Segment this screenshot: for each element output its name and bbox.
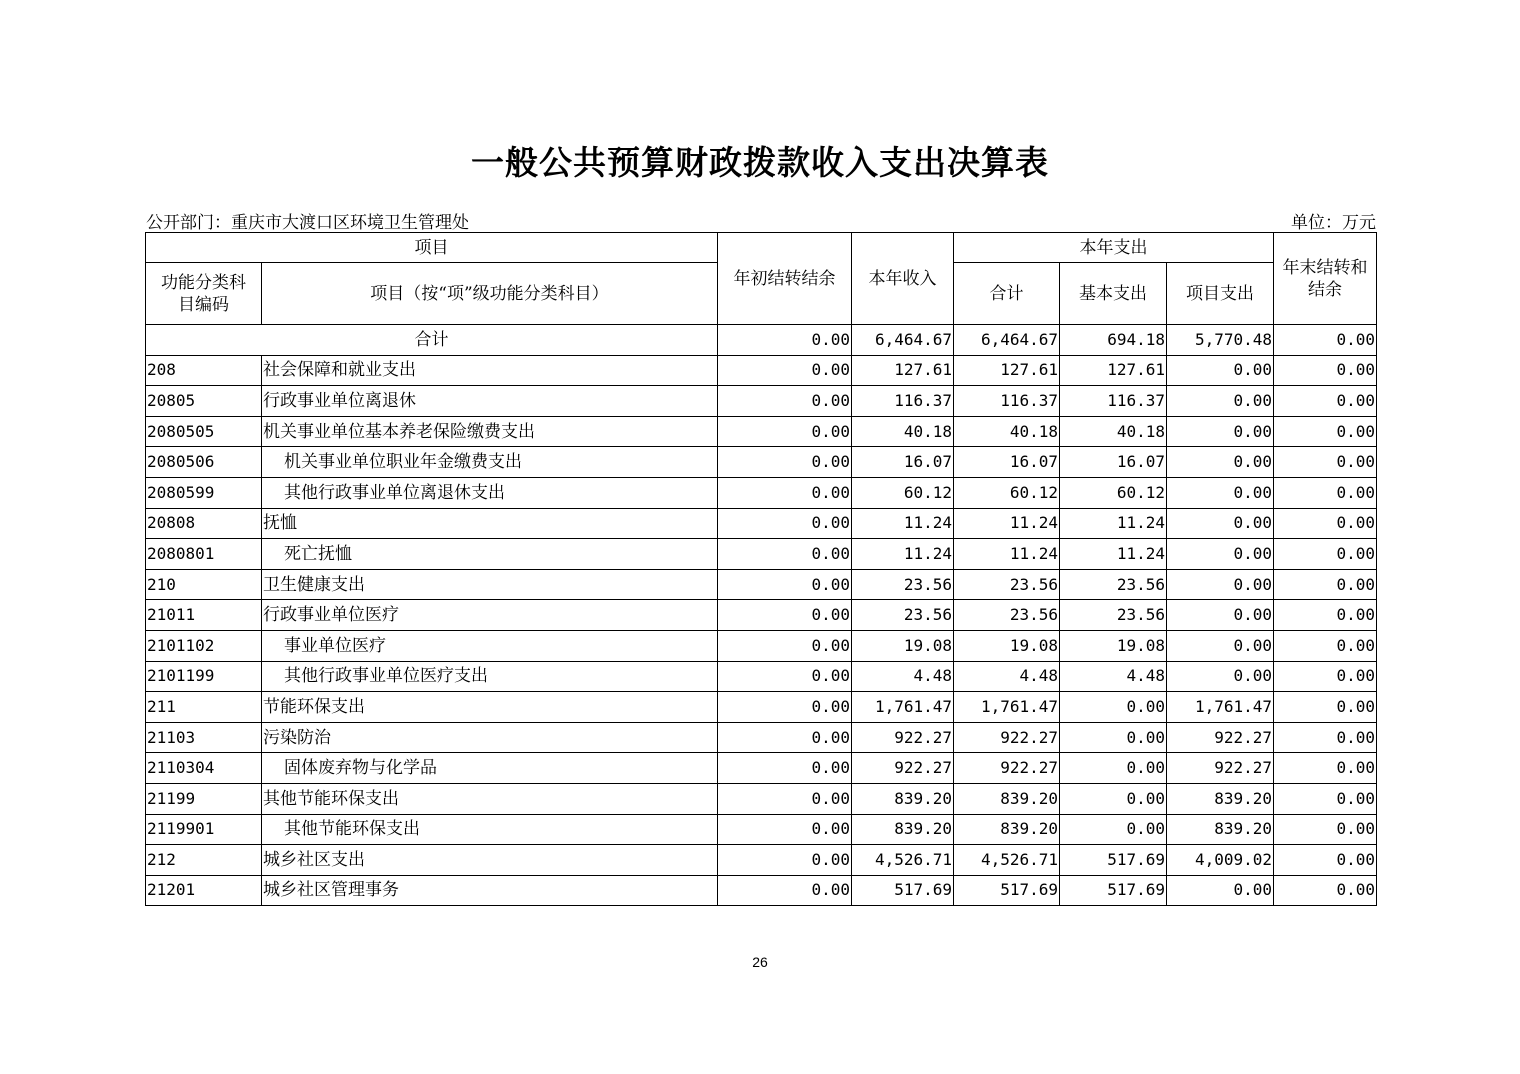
cell-code: 210 <box>146 569 262 600</box>
cell-name: 机关事业单位基本养老保险缴费支出 <box>262 416 718 447</box>
cell-closing: 0.00 <box>1274 814 1377 845</box>
cell-project: 0.00 <box>1167 630 1274 661</box>
cell-expense-total: 23.56 <box>954 569 1060 600</box>
cell-expense-total: 4,526.71 <box>954 845 1060 876</box>
cell-code: 2101102 <box>146 630 262 661</box>
total-opening: 0.00 <box>718 325 852 356</box>
table-row <box>146 600 1377 631</box>
cell-name: 死亡抚恤 <box>262 539 718 570</box>
cell-closing: 0.00 <box>1274 692 1377 723</box>
total-project: 5,770.48 <box>1167 325 1274 356</box>
table-row <box>146 508 1377 539</box>
cell-expense-total: 839.20 <box>954 783 1060 814</box>
cell-income: 40.18 <box>852 416 954 447</box>
table-row <box>146 692 1377 723</box>
table-row <box>146 783 1377 814</box>
cell-expense-total: 517.69 <box>954 875 1060 906</box>
cell-name: 其他行政事业单位医疗支出 <box>262 661 718 692</box>
cell-expense-total: 60.12 <box>954 477 1060 508</box>
cell-opening: 0.00 <box>718 386 852 417</box>
cell-basic: 0.00 <box>1060 814 1167 845</box>
table-row <box>146 661 1377 692</box>
cell-basic: 11.24 <box>1060 539 1167 570</box>
cell-code: 20808 <box>146 508 262 539</box>
header-closing-balance: 年末结转和结余 <box>1274 233 1377 325</box>
unit-label: 单位：万元 <box>1291 213 1376 233</box>
cell-opening: 0.00 <box>718 722 852 753</box>
cell-code: 21103 <box>146 722 262 753</box>
cell-income: 60.12 <box>852 477 954 508</box>
cell-expense-total: 16.07 <box>954 447 1060 478</box>
header-basic: 基本支出 <box>1060 263 1167 325</box>
cell-basic: 23.56 <box>1060 600 1167 631</box>
cell-project: 0.00 <box>1167 600 1274 631</box>
table-row <box>146 753 1377 784</box>
cell-basic: 60.12 <box>1060 477 1167 508</box>
cell-project: 0.00 <box>1167 416 1274 447</box>
cell-income: 23.56 <box>852 600 954 631</box>
cell-opening: 0.00 <box>718 508 852 539</box>
header-project: 项目 <box>146 233 718 263</box>
cell-name: 城乡社区支出 <box>262 845 718 876</box>
cell-opening: 0.00 <box>718 355 852 386</box>
cell-expense-total: 11.24 <box>954 539 1060 570</box>
cell-closing: 0.00 <box>1274 355 1377 386</box>
cell-name: 污染防治 <box>262 722 718 753</box>
cell-project: 0.00 <box>1167 661 1274 692</box>
cell-opening: 0.00 <box>718 569 852 600</box>
cell-opening: 0.00 <box>718 447 852 478</box>
cell-income: 19.08 <box>852 630 954 661</box>
cell-expense-total: 1,761.47 <box>954 692 1060 723</box>
cell-closing: 0.00 <box>1274 661 1377 692</box>
cell-name: 社会保障和就业支出 <box>262 355 718 386</box>
total-closing: 0.00 <box>1274 325 1377 356</box>
cell-income: 11.24 <box>852 508 954 539</box>
table-row <box>146 447 1377 478</box>
cell-income: 11.24 <box>852 539 954 570</box>
cell-code: 2080599 <box>146 477 262 508</box>
cell-opening: 0.00 <box>718 814 852 845</box>
cell-income: 839.20 <box>852 814 954 845</box>
table-row <box>146 630 1377 661</box>
cell-expense-total: 922.27 <box>954 722 1060 753</box>
cell-expense-total: 839.20 <box>954 814 1060 845</box>
total-row <box>146 325 1377 356</box>
cell-code: 2080801 <box>146 539 262 570</box>
cell-project: 0.00 <box>1167 355 1274 386</box>
cell-basic: 4.48 <box>1060 661 1167 692</box>
header-expense-total: 合计 <box>954 263 1060 325</box>
header-income: 本年收入 <box>852 233 954 325</box>
cell-code: 2080505 <box>146 416 262 447</box>
cell-income: 16.07 <box>852 447 954 478</box>
cell-project: 0.00 <box>1167 447 1274 478</box>
table-row <box>146 722 1377 753</box>
cell-code: 20805 <box>146 386 262 417</box>
cell-closing: 0.00 <box>1274 630 1377 661</box>
cell-income: 1,761.47 <box>852 692 954 723</box>
cell-basic: 0.00 <box>1060 753 1167 784</box>
cell-closing: 0.00 <box>1274 569 1377 600</box>
budget-table <box>145 232 1377 906</box>
cell-code: 212 <box>146 845 262 876</box>
table-row <box>146 845 1377 876</box>
table-row <box>146 814 1377 845</box>
cell-project: 4,009.02 <box>1167 845 1274 876</box>
cell-opening: 0.00 <box>718 692 852 723</box>
cell-code: 2080506 <box>146 447 262 478</box>
cell-closing: 0.00 <box>1274 416 1377 447</box>
table-row <box>146 875 1377 906</box>
cell-code: 2119901 <box>146 814 262 845</box>
cell-basic: 116.37 <box>1060 386 1167 417</box>
header-name: 项目（按“项”级功能分类科目） <box>262 263 718 325</box>
cell-name: 行政事业单位离退休 <box>262 386 718 417</box>
cell-basic: 16.07 <box>1060 447 1167 478</box>
cell-closing: 0.00 <box>1274 722 1377 753</box>
header-project-expense: 项目支出 <box>1167 263 1274 325</box>
cell-income: 4.48 <box>852 661 954 692</box>
cell-name: 机关事业单位职业年金缴费支出 <box>262 447 718 478</box>
page-title: 一般公共预算财政拨款收入支出决算表 <box>471 143 1049 182</box>
cell-opening: 0.00 <box>718 661 852 692</box>
cell-expense-total: 4.48 <box>954 661 1060 692</box>
cell-income: 922.27 <box>852 753 954 784</box>
department-label: 公开部门：重庆市大渡口区环境卫生管理处 <box>146 213 469 233</box>
cell-project: 0.00 <box>1167 569 1274 600</box>
cell-code: 21011 <box>146 600 262 631</box>
total-expense: 6,464.67 <box>954 325 1060 356</box>
cell-income: 517.69 <box>852 875 954 906</box>
cell-name: 其他节能环保支出 <box>262 783 718 814</box>
cell-name: 其他行政事业单位离退休支出 <box>262 477 718 508</box>
cell-basic: 517.69 <box>1060 845 1167 876</box>
total-label: 合计 <box>146 325 718 356</box>
cell-name: 事业单位医疗 <box>262 630 718 661</box>
cell-basic: 0.00 <box>1060 783 1167 814</box>
cell-opening: 0.00 <box>718 539 852 570</box>
cell-name: 行政事业单位医疗 <box>262 600 718 631</box>
cell-project: 0.00 <box>1167 477 1274 508</box>
cell-name: 节能环保支出 <box>262 692 718 723</box>
cell-name: 城乡社区管理事务 <box>262 875 718 906</box>
cell-project: 839.20 <box>1167 814 1274 845</box>
cell-basic: 23.56 <box>1060 569 1167 600</box>
cell-closing: 0.00 <box>1274 783 1377 814</box>
cell-expense-total: 23.56 <box>954 600 1060 631</box>
cell-closing: 0.00 <box>1274 845 1377 876</box>
cell-expense-total: 922.27 <box>954 753 1060 784</box>
cell-expense-total: 11.24 <box>954 508 1060 539</box>
cell-income: 922.27 <box>852 722 954 753</box>
cell-basic: 127.61 <box>1060 355 1167 386</box>
cell-expense-total: 19.08 <box>954 630 1060 661</box>
total-basic: 694.18 <box>1060 325 1167 356</box>
header-expense-group: 本年支出 <box>954 233 1274 263</box>
cell-income: 23.56 <box>852 569 954 600</box>
header-code: 功能分类科目编码 <box>146 263 262 325</box>
cell-closing: 0.00 <box>1274 386 1377 417</box>
cell-name: 抚恤 <box>262 508 718 539</box>
cell-basic: 0.00 <box>1060 692 1167 723</box>
cell-project: 0.00 <box>1167 386 1274 417</box>
cell-basic: 0.00 <box>1060 722 1167 753</box>
cell-name: 卫生健康支出 <box>262 569 718 600</box>
cell-project: 922.27 <box>1167 722 1274 753</box>
cell-basic: 40.18 <box>1060 416 1167 447</box>
cell-project: 0.00 <box>1167 508 1274 539</box>
table-row <box>146 386 1377 417</box>
cell-opening: 0.00 <box>718 477 852 508</box>
cell-closing: 0.00 <box>1274 447 1377 478</box>
cell-name: 固体废弃物与化学品 <box>262 753 718 784</box>
cell-income: 4,526.71 <box>852 845 954 876</box>
cell-expense-total: 40.18 <box>954 416 1060 447</box>
cell-project: 1,761.47 <box>1167 692 1274 723</box>
cell-opening: 0.00 <box>718 630 852 661</box>
header-opening-balance: 年初结转结余 <box>718 233 852 325</box>
cell-closing: 0.00 <box>1274 539 1377 570</box>
cell-basic: 517.69 <box>1060 875 1167 906</box>
cell-opening: 0.00 <box>718 783 852 814</box>
cell-opening: 0.00 <box>718 600 852 631</box>
cell-project: 922.27 <box>1167 753 1274 784</box>
cell-code: 211 <box>146 692 262 723</box>
cell-income: 839.20 <box>852 783 954 814</box>
cell-name: 其他节能环保支出 <box>262 814 718 845</box>
cell-code: 21201 <box>146 875 262 906</box>
cell-code: 21199 <box>146 783 262 814</box>
cell-closing: 0.00 <box>1274 753 1377 784</box>
cell-project: 0.00 <box>1167 875 1274 906</box>
cell-expense-total: 127.61 <box>954 355 1060 386</box>
cell-project: 0.00 <box>1167 539 1274 570</box>
cell-opening: 0.00 <box>718 753 852 784</box>
cell-basic: 19.08 <box>1060 630 1167 661</box>
cell-income: 116.37 <box>852 386 954 417</box>
cell-code: 208 <box>146 355 262 386</box>
cell-opening: 0.00 <box>718 416 852 447</box>
cell-closing: 0.00 <box>1274 875 1377 906</box>
cell-basic: 11.24 <box>1060 508 1167 539</box>
total-income: 6,464.67 <box>852 325 954 356</box>
table-row <box>146 569 1377 600</box>
cell-opening: 0.00 <box>718 875 852 906</box>
page-number: 26 <box>752 954 768 970</box>
table-row <box>146 539 1377 570</box>
table-row <box>146 416 1377 447</box>
cell-code: 2110304 <box>146 753 262 784</box>
cell-closing: 0.00 <box>1274 477 1377 508</box>
cell-income: 127.61 <box>852 355 954 386</box>
cell-code: 2101199 <box>146 661 262 692</box>
table-row <box>146 477 1377 508</box>
table-row <box>146 355 1377 386</box>
cell-expense-total: 116.37 <box>954 386 1060 417</box>
cell-closing: 0.00 <box>1274 600 1377 631</box>
cell-project: 839.20 <box>1167 783 1274 814</box>
cell-opening: 0.00 <box>718 845 852 876</box>
cell-closing: 0.00 <box>1274 508 1377 539</box>
